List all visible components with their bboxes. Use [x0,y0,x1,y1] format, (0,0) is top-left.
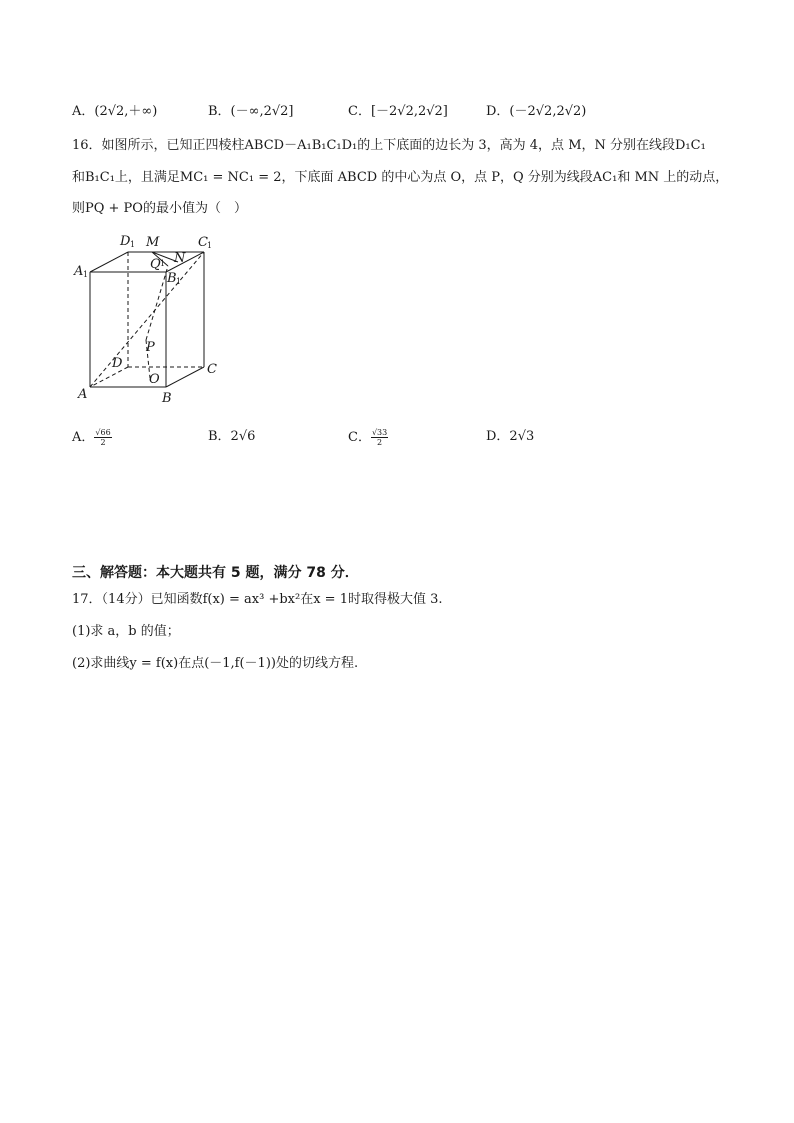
label-B: B [162,391,172,406]
label-C1-sub: 1 [207,241,213,250]
q16-stem-line2: 和B₁C₁上，且满足MC₁ = NC₁ = 2，下底面 ABCD 的中心为点 O，点 P，Q 分别为线段AC₁和 MN 上的动点， [72,170,729,185]
q17-part2: (2)求曲线y = f(x)在点(－1,f(－1))处的切线方程. [72,656,359,671]
q16-option-c-fraction [371,428,388,447]
q16-option-a[interactable] [72,428,112,447]
label-B1-sub: 1 [176,277,182,286]
q16-option-c-prefix: C． [348,430,371,445]
label-D: D [112,356,123,371]
label-A1: A [74,264,84,279]
label-P: P [146,340,155,355]
q15-option-c[interactable]: C．[－2√2,2√2] [348,104,448,119]
q16-option-c-denominator: 2 [377,438,383,447]
label-D1-sub: 1 [130,240,136,249]
q16-option-a-fraction [94,428,111,447]
q15-option-b[interactable]: B．(－∞,2√2] [208,104,294,119]
section-3-heading: 三、解答题：本大题共有 5 题，满分 78 分． [72,565,359,581]
q16-option-a-prefix: A． [72,430,95,445]
q16-option-b[interactable]: B．2√6 [208,429,256,444]
label-B1: B [167,271,177,286]
q16-option-c[interactable] [348,428,388,447]
q17-part1: (1)求 a，b 的值； [72,624,180,639]
q16-stem-line1: 16．如图所示，已知正四棱柱ABCD－A₁B₁C₁D₁的上下底面的边长为 3，高为 4，点 M，N 分别在线段D₁C₁ [72,138,706,153]
q16-stem-line3: 则PQ + PO的最小值为（ ） [72,201,247,216]
label-A: A [78,387,88,402]
label-D1: D [120,234,131,249]
q15-option-a[interactable]: A．(2√2,＋∞) [72,104,158,119]
label-N: N [174,251,186,266]
q16-option-c-numerator: √33 [371,428,388,437]
q16-option-a-numerator: √66 [95,428,111,437]
q16-option-d[interactable]: D．2√3 [486,429,535,444]
label-C: C [207,362,217,377]
label-A1-sub: 1 [83,270,89,279]
label-M: M [146,235,160,250]
label-O: O [149,372,160,387]
q15-option-d[interactable]: D．(－2√2,2√2) [486,104,587,119]
label-Q-sub: 1 [160,259,166,268]
q16-option-a-denominator: 2 [100,438,106,447]
q17-stem: 17．（14分）已知函数f(x) = ax³ +bx²在x = 1时取得极大值 3. [72,592,443,607]
prism-figure [72,230,232,410]
label-Q: Q [150,257,161,272]
label-C1: C [198,235,208,250]
